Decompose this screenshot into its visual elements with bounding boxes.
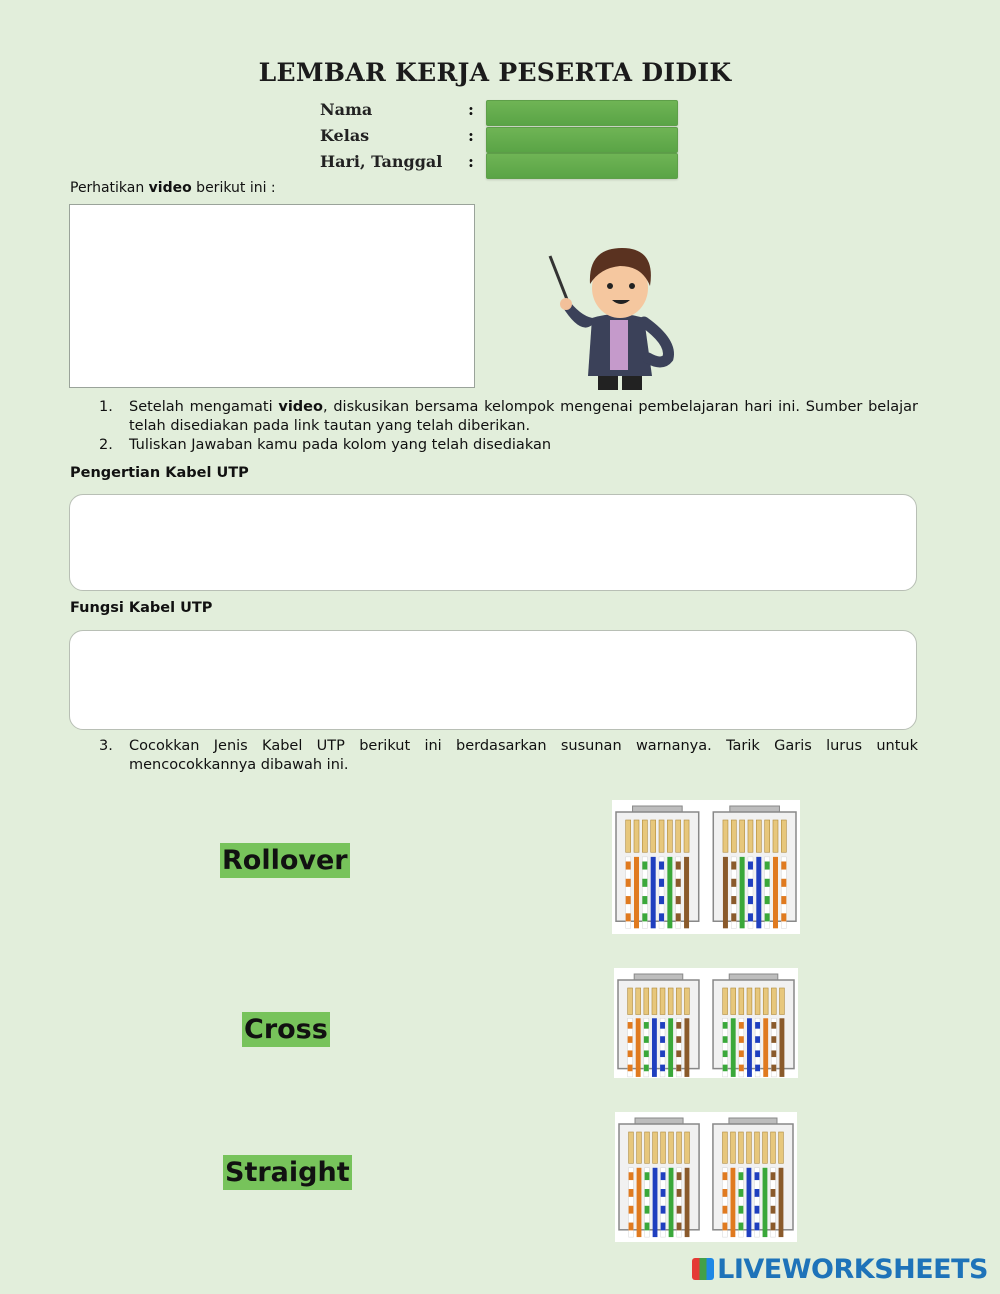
video-intro-bold: video (148, 180, 192, 196)
pengertian-answer-input[interactable] (69, 494, 917, 591)
logo-text: LIVEWORKSHEETS (717, 1254, 988, 1285)
rj45-connector-pair-2[interactable] (614, 968, 798, 1078)
pointer-stick (550, 256, 568, 302)
field-label-nama: Nama (320, 100, 373, 119)
question-3 (99, 737, 918, 775)
nama-input[interactable] (486, 100, 678, 126)
instruction-bold: video (278, 399, 323, 415)
arm-on-hip (644, 322, 669, 362)
page-title: LEMBAR KERJA PESERTA DIDIK (258, 58, 732, 87)
rj45-connector (619, 1118, 699, 1237)
heading-pengertian: Pengertian Kabel UTP (70, 465, 249, 481)
question-number: 3. (99, 738, 113, 754)
shirt (610, 320, 628, 370)
rj45-connector (616, 806, 699, 928)
instruction-item (99, 436, 918, 455)
liveworksheets-logo (692, 1254, 988, 1285)
hand (560, 298, 572, 310)
kelas-input[interactable] (486, 127, 678, 153)
video-intro (70, 180, 276, 196)
rj45-connector (618, 974, 699, 1077)
hari-tanggal-input[interactable] (486, 153, 678, 179)
rj45-connector (713, 974, 794, 1077)
fungsi-answer-input[interactable] (69, 630, 917, 730)
instruction-number: 2. (99, 437, 113, 453)
rj45-connector (713, 1118, 793, 1237)
label-straight[interactable]: Straight (225, 1157, 350, 1188)
video-player[interactable] (69, 204, 475, 388)
video-intro-suffix: berikut ini : (191, 180, 276, 196)
instruction-item (99, 398, 918, 436)
rj45-connector (713, 806, 796, 928)
field-colon: : (468, 126, 474, 145)
instruction-text: Tuliskan Jawaban kamu pada kolom yang telah disediakan (129, 437, 552, 453)
instruction-text: Setelah mengamati (129, 399, 279, 415)
field-label-kelas: Kelas (320, 126, 370, 145)
right-eye (629, 283, 635, 289)
instruction-number: 1. (99, 399, 113, 415)
video-intro-prefix: Perhatikan (70, 180, 149, 196)
left-leg (598, 376, 618, 390)
field-label-hari-tanggal: Hari, Tanggal (320, 152, 443, 171)
instruction-text: , diskusikan bersama kelompok mengenai pembelajaran hari ini. Sumber belajar telah disediakan pada link tautan yang telah diberikan. (129, 399, 918, 434)
logo-icon (692, 1258, 714, 1280)
question-text: Cocokkan Jenis Kabel UTP berikut ini berdasarkan susunan warnanya. Tarik Garis lurus untuk mencocokkannya dibawah ini. (129, 738, 918, 773)
left-eye (607, 283, 613, 289)
label-rollover[interactable]: Rollover (222, 845, 348, 876)
rj45-connector-pair-1[interactable] (612, 800, 800, 934)
field-colon: : (468, 152, 474, 171)
heading-fungsi: Fungsi Kabel UTP (70, 600, 213, 616)
right-leg (622, 376, 642, 390)
instruction-list (99, 398, 918, 455)
field-colon: : (468, 100, 474, 119)
label-cross[interactable]: Cross (244, 1014, 328, 1045)
teacher-illustration (540, 240, 690, 392)
rj45-connector-pair-3[interactable] (615, 1112, 797, 1242)
